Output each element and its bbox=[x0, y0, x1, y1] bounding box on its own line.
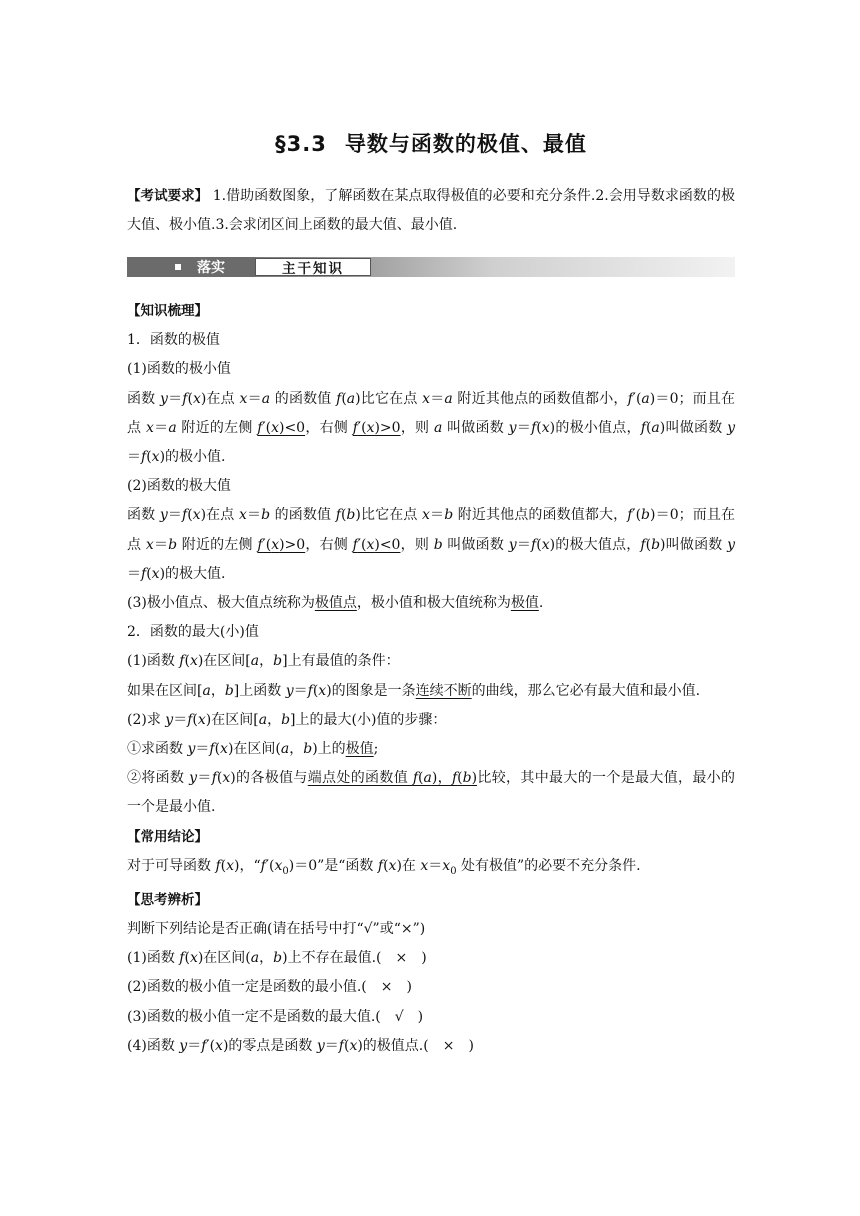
paragraph-extreme-terms: (3)极小值点、极大值点统称为极值点，极小值和极大值统称为极值. bbox=[127, 595, 544, 612]
question-3: (3)函数的极小值一定不是函数的最大值.( √ ) bbox=[127, 1008, 424, 1025]
thinking-intro: 判断下列结论是否正确(请在括号中打“√”或“×”) bbox=[127, 921, 426, 938]
paragraph-local-max: 函数 y＝f(x)在点 x＝b 的函数值 f(b)比它在点 x＝b 附近其他点的函数值都大，f′(b)＝0；而且在点 x＝b 附近的左侧 f′(x)>0，右侧 f′(x)<0，则 b 叫做函数 y＝f(x)的极大值点，f(b)叫做函数 y＝f(x)的极大值. bbox=[127, 507, 736, 582]
condition-text: 如果在区间[a，b]上函数 y＝f(x)的图象是一条连续不断的曲线，那么它必有最大值和最小值. bbox=[127, 682, 701, 699]
steps-title: (2)求 y＝f(x)在区间[a，b]上的最大(小)值的步骤： bbox=[127, 711, 447, 728]
banner-right-label: 主干知识 bbox=[255, 258, 371, 276]
conclusion-label: 【常用结论】 bbox=[127, 828, 208, 845]
exam-requirement bbox=[127, 182, 735, 240]
paragraph-local-min: 函数 y＝f(x)在点 x＝a 的函数值 f(a)比它在点 x＝a 附近其他点的函数值都小，f′(a)＝0；而且在点 x＝a 附近的左侧 f′(x)<0，右侧 f′(x)>0，则 a 叫做函数 y＝f(x)的极小值点，f(a)叫做函数 y＝f(x)的极小值. bbox=[127, 390, 736, 466]
question-4: (4)函数 y＝f′(x)的零点是函数 y＝f(x)的极值点.( × ) bbox=[127, 1037, 474, 1054]
heading-extreme-values: 1．函数的极值 bbox=[127, 332, 220, 349]
condition-title: (1)函数 f(x)在区间[a，b]上有最值的条件： bbox=[127, 653, 400, 670]
main-content bbox=[127, 297, 735, 1061]
step-2: ②将函数 y＝f(x)的各极值与端点处的函数值 f(a)，f(b)比较，其中最大的一个是最大值，最小的一个是最小值. bbox=[127, 770, 736, 816]
section-banner bbox=[127, 257, 735, 277]
question-1: (1)函数 f(x)在区间(a，b)上不存在最值.( × ) bbox=[127, 950, 427, 967]
step-1: ①求函数 y＝f(x)在区间(a，b)上的极值; bbox=[127, 741, 379, 758]
section-number: §3.3 bbox=[275, 132, 327, 156]
section-title: 导数与函数的极值、最值 bbox=[344, 132, 587, 156]
heading-local-min: (1)函数的极小值 bbox=[127, 361, 231, 378]
heading-max-min: 2．函数的最大(小)值 bbox=[127, 624, 259, 641]
banner-left bbox=[127, 257, 255, 277]
thinking-label: 【思考辨析】 bbox=[127, 891, 208, 908]
banner-left-label: 落实 bbox=[197, 260, 225, 276]
square-bullet-icon bbox=[175, 264, 181, 270]
conclusion-text: 对于可导函数 f(x)，“$f'(x_0)=0$”是“函数 f(x)在 $x=x_0$ 处有极值”的必要不充分条件. bbox=[127, 857, 641, 877]
knowledge-label: 【知识梳理】 bbox=[127, 303, 208, 319]
page-title bbox=[127, 128, 735, 158]
exam-requirement-label: 【考试要求】 bbox=[127, 188, 209, 204]
question-2: (2)函数的极小值一定是函数的最小值.( × ) bbox=[127, 979, 412, 996]
exam-requirement-text: 1.借助函数图象，了解函数在某点取得极值的必要和充分条件.2.会用导数求函数的极大值、极小值.3.会求闭区间上函数的最大值、最小值. bbox=[127, 188, 736, 233]
heading-local-max: (2)函数的极大值 bbox=[127, 478, 231, 495]
